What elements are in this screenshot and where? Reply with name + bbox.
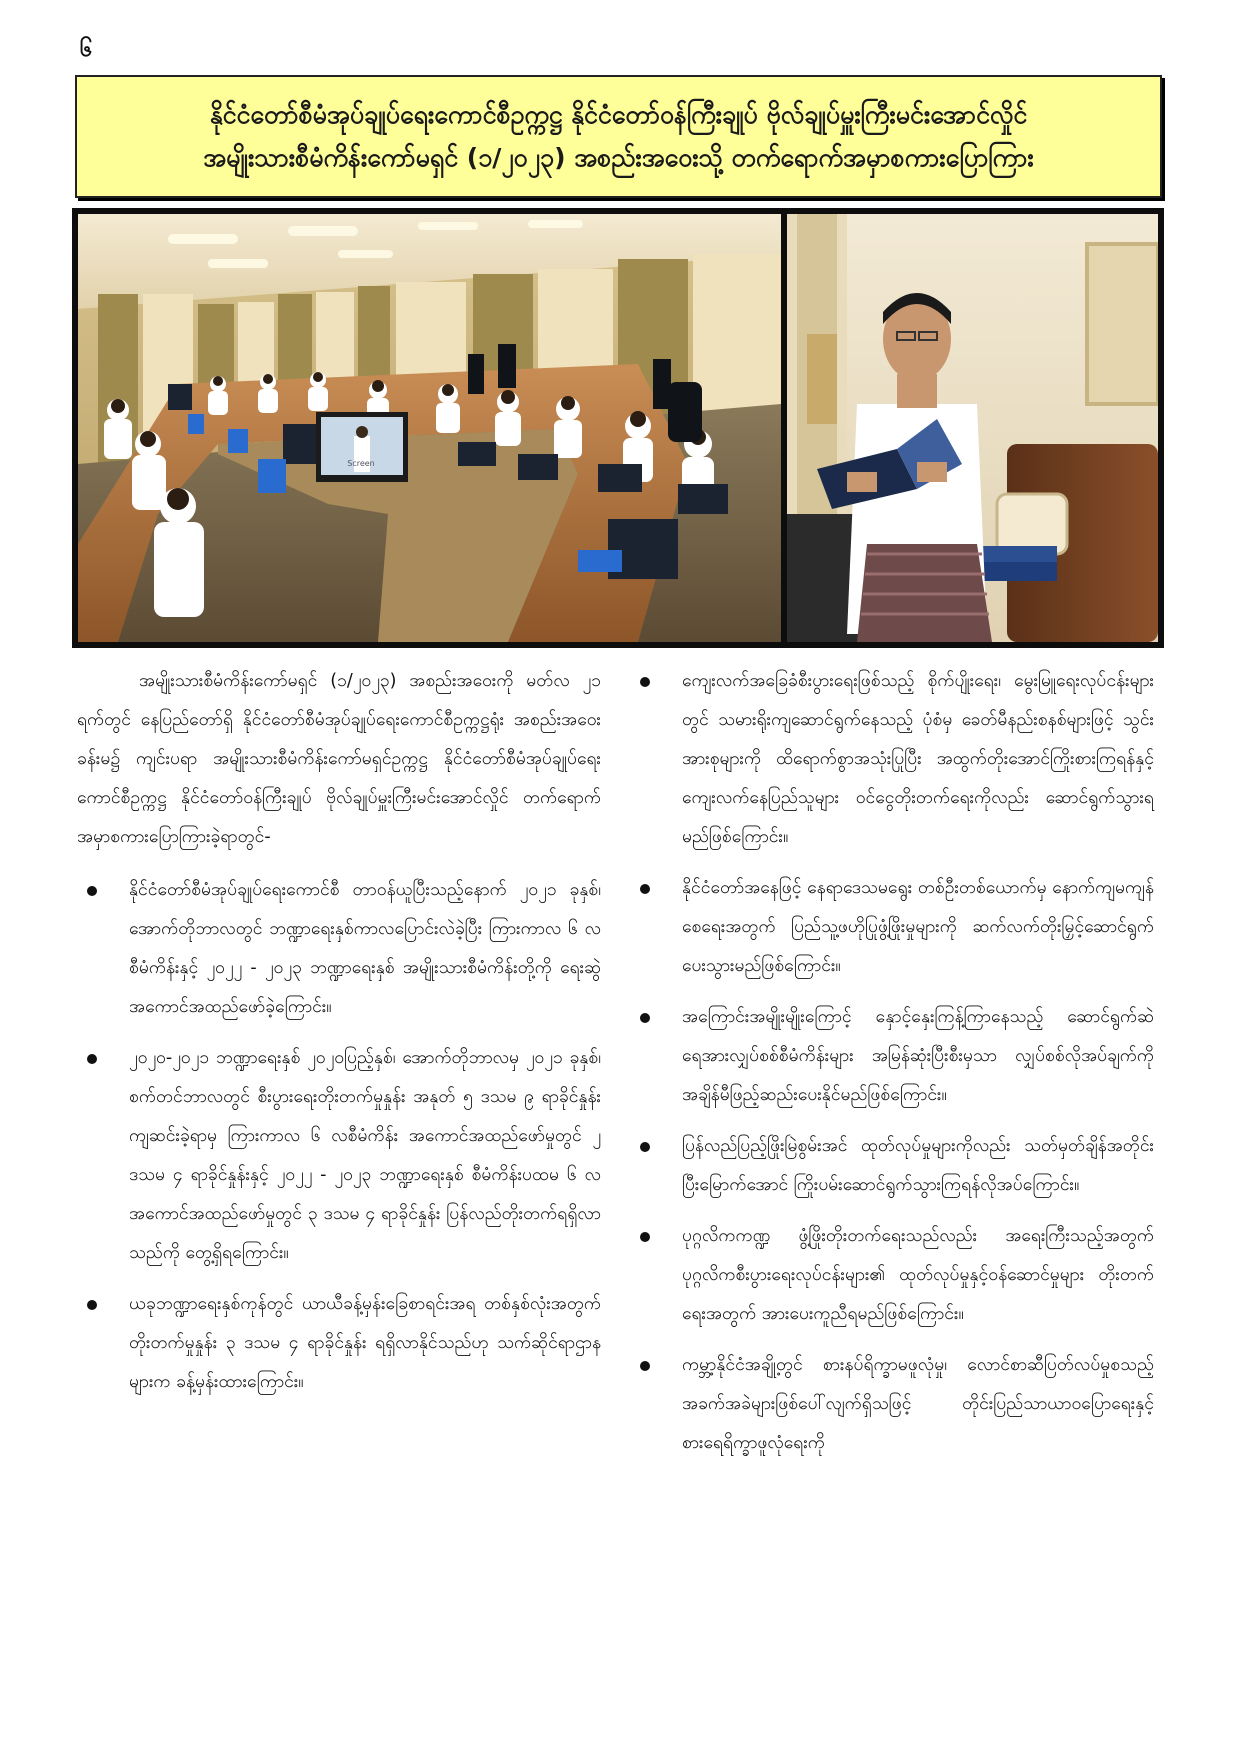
list-item-text: နိုင်ငံတော်အနေဖြင့် နေရာဒေသမရွေး တစ်ဦးတစ်ယောက်မှ နောက်ကျမကျန်စေရေးအတွက် ပြည်သူ့ဖဟိုပြုဖွံ့ဖြိုးမှုများကို ဆက်လက်တိုးမြှင့်ဆောင်ရွက်ပေးသွားမည်ဖြစ်ကြောင်း။ bbox=[682, 878, 1154, 976]
bullet-icon bbox=[640, 677, 650, 687]
list-item-text: ပုဂ္ဂလိကကဏ္ဍ ဖွံ့ဖြိုးတိုးတက်ရေးသည်လည်း အရေးကြီးသည့်အတွက် ပုဂ္ဂလိကစီးပွားရေးလုပ်ငန်းများ၏ ထုတ်လုပ်မှုနှင့်ဝန်ဆောင်မှုများ တိုးတက်ရေးအတွက် အားပေးကူညီရမည်ဖြစ်ကြောင်း။ bbox=[682, 1226, 1154, 1324]
list-item bbox=[630, 1127, 1154, 1205]
bullet-icon bbox=[640, 1232, 650, 1242]
list-item-text: ယခုဘဏ္ဍာရေးနှစ်ကုန်တွင် ယာယီခန့်မှန်းခြေစာရင်းအရ တစ်နှစ်လုံးအတွက် တိုးတက်မှုနှုန်း ၃ ဒသမ ၄ ရာခိုင်နှုန်း ရရှိလာနိုင်သည်ဟု သက်ဆိုင်ရာဌာနများက ခန့်မှန်းထားကြောင်း။ bbox=[129, 1294, 601, 1392]
screen-label: Screen bbox=[347, 459, 375, 468]
list-item bbox=[77, 1285, 601, 1402]
left-column bbox=[77, 662, 601, 1414]
list-item-text: ၂၀၂၀-၂၀၂၁ ဘဏ္ဍာရေးနှစ် ၂၀၂၀ပြည့်နှစ်၊ အောက်တိုဘာလမှ ၂၀၂၁ ခုနှစ်၊ စက်တင်ဘာလတွင် စီးပွားရေးတိုးတက်မှုနှုန်း အနုတ် ၅ ဒသမ ၉ ရာခိုင်နှုန်း ကျဆင်းခဲ့ရာမှ ကြားကာလ ၆ လစီမံကိန်း အကောင်အထည်ဖော်မှုတွင် ၂ ဒသမ ၄ ရာခိုင်နှုန်းနှင့် ၂၀၂၂ - ၂၀၂၃ ဘဏ္ဍာရေးနှစ် စီမံကိန်းပထမ ၆ လ အကောင်အထည်ဖော်မှုတွင် ၃ ဒသမ ၄ ရာခိုင်နှုန်း ပြန်လည်တိုးတက်ရရှိလာသည်ကို တွေ့ရှိရကြောင်း။ bbox=[129, 1048, 601, 1263]
list-item-text: ပြန်လည်ပြည့်ဖြိုးမြဲစွမ်းအင် ထုတ်လုပ်မှုများကိုလည်း သတ်မှတ်ချိန်အတိုင်း ပြီးမြောက်အောင် ကြိုးပမ်းဆောင်ရွက်သွားကြရန်လိုအပ်ကြောင်း။ bbox=[682, 1136, 1154, 1195]
list-item bbox=[630, 1217, 1154, 1334]
headline-line-1: နိုင်ငံတော်စီမံအုပ်ချုပ်ရေးကောင်စီဥက္ကဋ္ဌ နိုင်ငံတော်ဝန်ကြီးချုပ် ဗိုလ်ချုပ်မှူးကြီးမင်းအောင်လှိုင် bbox=[209, 100, 1028, 129]
bullet-icon bbox=[640, 884, 650, 894]
list-item bbox=[630, 998, 1154, 1115]
list-item-text: အကြောင်းအမျိုးမျိုးကြောင့် နှောင့်နှေးကြန့်ကြာနေသည့် ဆောင်ရွက်ဆဲ ရေအားလျှပ်စစ်စီမံကိန်းများ အမြန်ဆုံးပြီးစီးမှသာ လျှပ်စစ်လိုအပ်ချက်ကို အချိန်မီဖြည့်ဆည်းပေးနိုင်မည်ဖြစ်ကြောင်း။ bbox=[682, 1007, 1154, 1105]
list-item bbox=[77, 871, 601, 1027]
list-item bbox=[630, 869, 1154, 986]
list-item bbox=[630, 1346, 1154, 1463]
meeting-hall-photo bbox=[78, 214, 781, 642]
list-item-text: နိုင်ငံတော်စီမံအုပ်ချုပ်ရေးကောင်စီ တာဝန်ယူပြီးသည့်နောက် ၂၀၂၁ ခုနှစ်၊ အောက်တိုဘာလတွင် ဘဏ္ဍာရေးနှစ်ကာလပြောင်းလဲခဲ့ပြီး ကြားကာလ ၆ လ စီမံကိန်းနှင့် ၂၀၂၂ - ၂၀၂၃ ဘဏ္ဍာရေးနှစ် အမျိုးသားစီမံကိန်းတို့ကို ရေးဆွဲအကောင်အထည်ဖော်ခဲ့ကြောင်း။ bbox=[129, 880, 601, 1017]
list-item-text: ကမ္ဘာ့နိုင်ငံအချို့တွင် စားနပ်ရိက္ခာမဖူလုံမှု၊ လောင်စာဆီပြတ်လပ်မှုစသည့် အခက်အခဲများဖြစ်ပေါ်လျက်ရှိသဖြင့် တိုင်းပြည်သာယာဝပြောရေးနှင့် စားရေရိက္ခာဖူလုံရေးကို bbox=[682, 1355, 1154, 1453]
headline-box bbox=[75, 75, 1162, 198]
list-item bbox=[77, 1039, 601, 1273]
bullet-icon bbox=[640, 1361, 650, 1371]
chairman-speaking-photo bbox=[787, 214, 1158, 642]
bullet-icon bbox=[640, 1142, 650, 1152]
intro-paragraph: အမျိုးသားစီမံကိန်းကော်မရှင် (၁/၂၀၂၃) အစည်းအဝေးကို မတ်လ ၂၁ ရက်တွင် နေပြည်တော်ရှိ နိုင်ငံတော်စီမံအုပ်ချုပ်ရေးကောင်စီဥက္ကဋ္ဌရုံး အစည်းအဝေးခန်းမ၌ ကျင်းပရာ အမျိုးသားစီမံကိန်းကော်မရှင်ဥက္ကဋ္ဌ နိုင်ငံတော်စီမံအုပ်ချုပ်ရေးကောင်စီဥက္ကဋ္ဌ နိုင်ငံတော်ဝန်ကြီးချုပ် ဗိုလ်ချုပ်မှူးကြီးမင်းအောင်လှိုင် တက်ရောက်အမှာစကားပြောကြားခဲ့ရာတွင်- bbox=[77, 671, 601, 847]
list-item bbox=[630, 662, 1154, 857]
bullet-icon bbox=[87, 886, 97, 896]
bullet-icon bbox=[640, 1013, 650, 1023]
bullet-icon bbox=[87, 1054, 97, 1064]
list-item-text: ကျေးလက်အခြေခံစီးပွားရေးဖြစ်သည့် စိုက်ပျိုးရေး၊ မွေးမြူရေးလုပ်ငန်းများတွင် သမားရိုးကျဆောင်ရွက်နေသည့် ပုံစံမှ ခေတ်မီနည်းစနစ်များဖြင့် သွင်းအားစုများကို ထိရောက်စွာအသုံးပြုပြီး အထွက်တိုးအောင်ကြိုးစားကြရန်နှင့် ကျေးလက်နေပြည်သူများ ဝင်ငွေတိုးတက်ရေးကိုလည်း ဆောင်ရွက်သွားရမည်ဖြစ်ကြောင်း။ bbox=[682, 671, 1154, 847]
right-column bbox=[630, 662, 1154, 1475]
page-number: ၆ bbox=[80, 37, 93, 62]
bullet-icon bbox=[87, 1300, 97, 1310]
photo-frame bbox=[72, 208, 1164, 648]
headline-line-2: အမျိုးသားစီမံကိန်းကော်မရှင် (၁/၂၀၂၃) အစည်းအဝေးသို့ တက်ရောက်အမှာစကားပြောကြား bbox=[203, 142, 1034, 172]
